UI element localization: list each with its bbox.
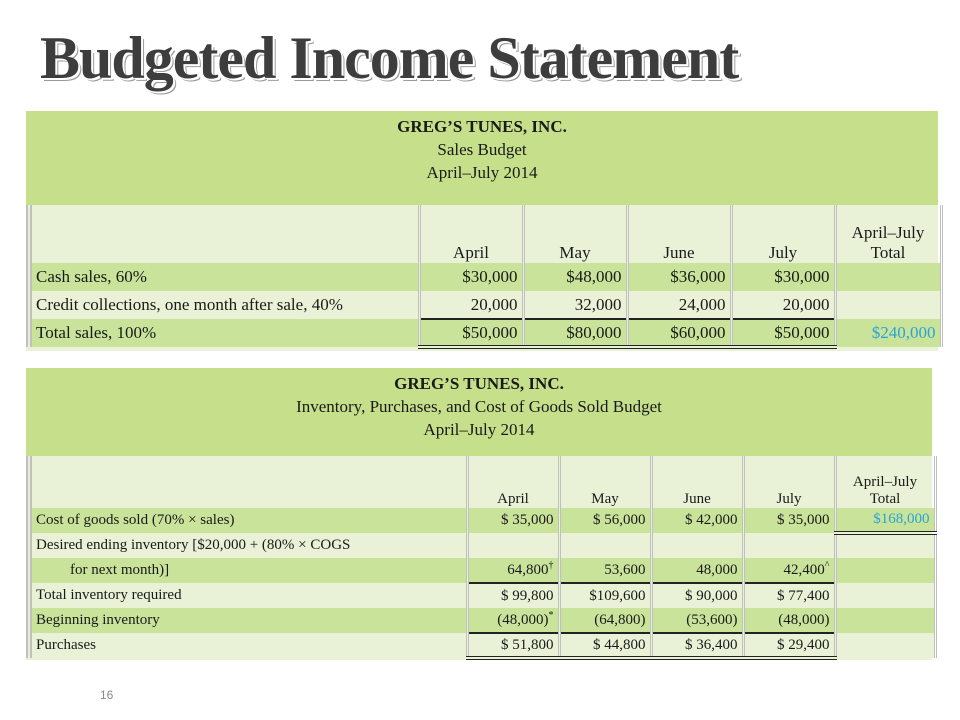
footnote-mark: ^ bbox=[824, 559, 830, 571]
row-value: $ 99,800 bbox=[467, 583, 559, 608]
row-value: $ 77,400 bbox=[743, 583, 835, 608]
column-header: June bbox=[627, 205, 731, 263]
table-row bbox=[29, 291, 941, 319]
row-value: 64,800 bbox=[507, 561, 549, 578]
column-header: May bbox=[559, 456, 651, 508]
row-label: Desired ending inventory [$20,000 + (80% × COGS bbox=[29, 533, 467, 558]
row-value: 53,600 bbox=[559, 558, 651, 583]
row-label: Beginning inventory bbox=[29, 608, 467, 633]
row-total bbox=[835, 608, 935, 633]
row-value: 20,000 bbox=[419, 291, 523, 319]
footnote-mark: * bbox=[548, 609, 554, 621]
row-total bbox=[835, 533, 935, 558]
column-header: April bbox=[467, 456, 559, 508]
row-label: for next month)] bbox=[29, 558, 467, 583]
row-value: (64,800) bbox=[559, 608, 651, 633]
sales-budget-panel bbox=[26, 111, 938, 351]
row-value bbox=[743, 533, 835, 558]
company-name: GREG’S TUNES, INC. bbox=[397, 117, 567, 136]
cogs-budget-banner bbox=[26, 368, 932, 456]
cogs-budget-table bbox=[26, 456, 937, 660]
row-value: (48,000) bbox=[743, 608, 835, 633]
row-value: $ 44,800 bbox=[559, 633, 651, 658]
header-label-cell bbox=[29, 205, 419, 263]
column-header: April bbox=[419, 205, 523, 263]
row-value: $ 29,400 bbox=[743, 633, 835, 658]
row-value bbox=[651, 533, 743, 558]
budget-period: April–July 2014 bbox=[423, 420, 535, 439]
page-number: 16 bbox=[100, 688, 114, 702]
row-value: $ 36,400 bbox=[651, 633, 743, 658]
total-column-header bbox=[835, 205, 941, 263]
row-value: 24,000 bbox=[627, 291, 731, 319]
row-value-cell bbox=[467, 608, 559, 633]
table-row bbox=[29, 263, 941, 291]
row-value: $30,000 bbox=[731, 263, 835, 291]
row-total bbox=[835, 558, 935, 583]
company-name: GREG’S TUNES, INC. bbox=[394, 374, 564, 393]
table-row bbox=[29, 508, 935, 533]
budget-name: Inventory, Purchases, and Cost of Goods Sold Budget bbox=[296, 397, 662, 416]
row-value: $ 35,000 bbox=[467, 508, 559, 533]
row-value: $ 90,000 bbox=[651, 583, 743, 608]
row-value-cell bbox=[743, 558, 835, 583]
row-label: Credit collections, one month after sale, 40% bbox=[29, 291, 419, 319]
row-value: $ 56,000 bbox=[559, 508, 651, 533]
total-header-line1: April–July bbox=[851, 223, 925, 242]
row-value: $ 35,000 bbox=[743, 508, 835, 533]
sales-budget-table bbox=[26, 205, 943, 349]
total-header-line1: April–July bbox=[852, 474, 918, 490]
row-value: 42,400 bbox=[783, 561, 825, 578]
row-value: $ 42,000 bbox=[651, 508, 743, 533]
total-header-line2: Total bbox=[869, 491, 901, 507]
row-value: $48,000 bbox=[523, 263, 627, 291]
row-value: $50,000 bbox=[731, 319, 835, 347]
budget-period: April–July 2014 bbox=[426, 163, 538, 182]
row-total: $240,000 bbox=[835, 319, 941, 347]
row-total bbox=[835, 263, 941, 291]
row-value: 32,000 bbox=[523, 291, 627, 319]
table-row bbox=[29, 633, 935, 658]
row-value: $60,000 bbox=[627, 319, 731, 347]
column-header: July bbox=[743, 456, 835, 508]
slide-title: Budgeted Income Statement bbox=[40, 25, 739, 91]
header-label-cell bbox=[29, 456, 467, 508]
row-value bbox=[559, 533, 651, 558]
row-value: (53,600) bbox=[651, 608, 743, 633]
row-value: (48,000) bbox=[497, 611, 549, 628]
total-column-header bbox=[835, 456, 935, 508]
row-value: $50,000 bbox=[419, 319, 523, 347]
row-total bbox=[835, 291, 941, 319]
row-value: $80,000 bbox=[523, 319, 627, 347]
table-row bbox=[29, 608, 935, 633]
table-row bbox=[29, 583, 935, 608]
sales-budget-banner bbox=[26, 111, 938, 205]
row-label: Total inventory required bbox=[29, 583, 467, 608]
table-header-row bbox=[29, 456, 935, 508]
row-value: $36,000 bbox=[627, 263, 731, 291]
row-value-cell bbox=[467, 558, 559, 583]
table-row bbox=[29, 319, 941, 347]
row-total bbox=[835, 583, 935, 608]
row-label: Total sales, 100% bbox=[29, 319, 419, 347]
total-header-line2: Total bbox=[870, 243, 906, 262]
row-value: $30,000 bbox=[419, 263, 523, 291]
table-header-row bbox=[29, 205, 941, 263]
cogs-budget-panel bbox=[26, 368, 932, 660]
row-value: $ 51,800 bbox=[467, 633, 559, 658]
row-total bbox=[835, 633, 935, 658]
row-value bbox=[467, 533, 559, 558]
row-value: 20,000 bbox=[731, 291, 835, 319]
table-row bbox=[29, 533, 935, 558]
row-label: Purchases bbox=[29, 633, 467, 658]
budget-name: Sales Budget bbox=[437, 140, 527, 159]
column-header: May bbox=[523, 205, 627, 263]
column-header: July bbox=[731, 205, 835, 263]
row-label: Cash sales, 60% bbox=[29, 263, 419, 291]
table-row bbox=[29, 558, 935, 583]
column-header: June bbox=[651, 456, 743, 508]
row-value: 48,000 bbox=[651, 558, 743, 583]
footnote-mark: † bbox=[548, 559, 554, 571]
row-value: $109,600 bbox=[559, 583, 651, 608]
row-label: Cost of goods sold (70% × sales) bbox=[29, 508, 467, 533]
row-total: $168,000 bbox=[835, 508, 935, 533]
